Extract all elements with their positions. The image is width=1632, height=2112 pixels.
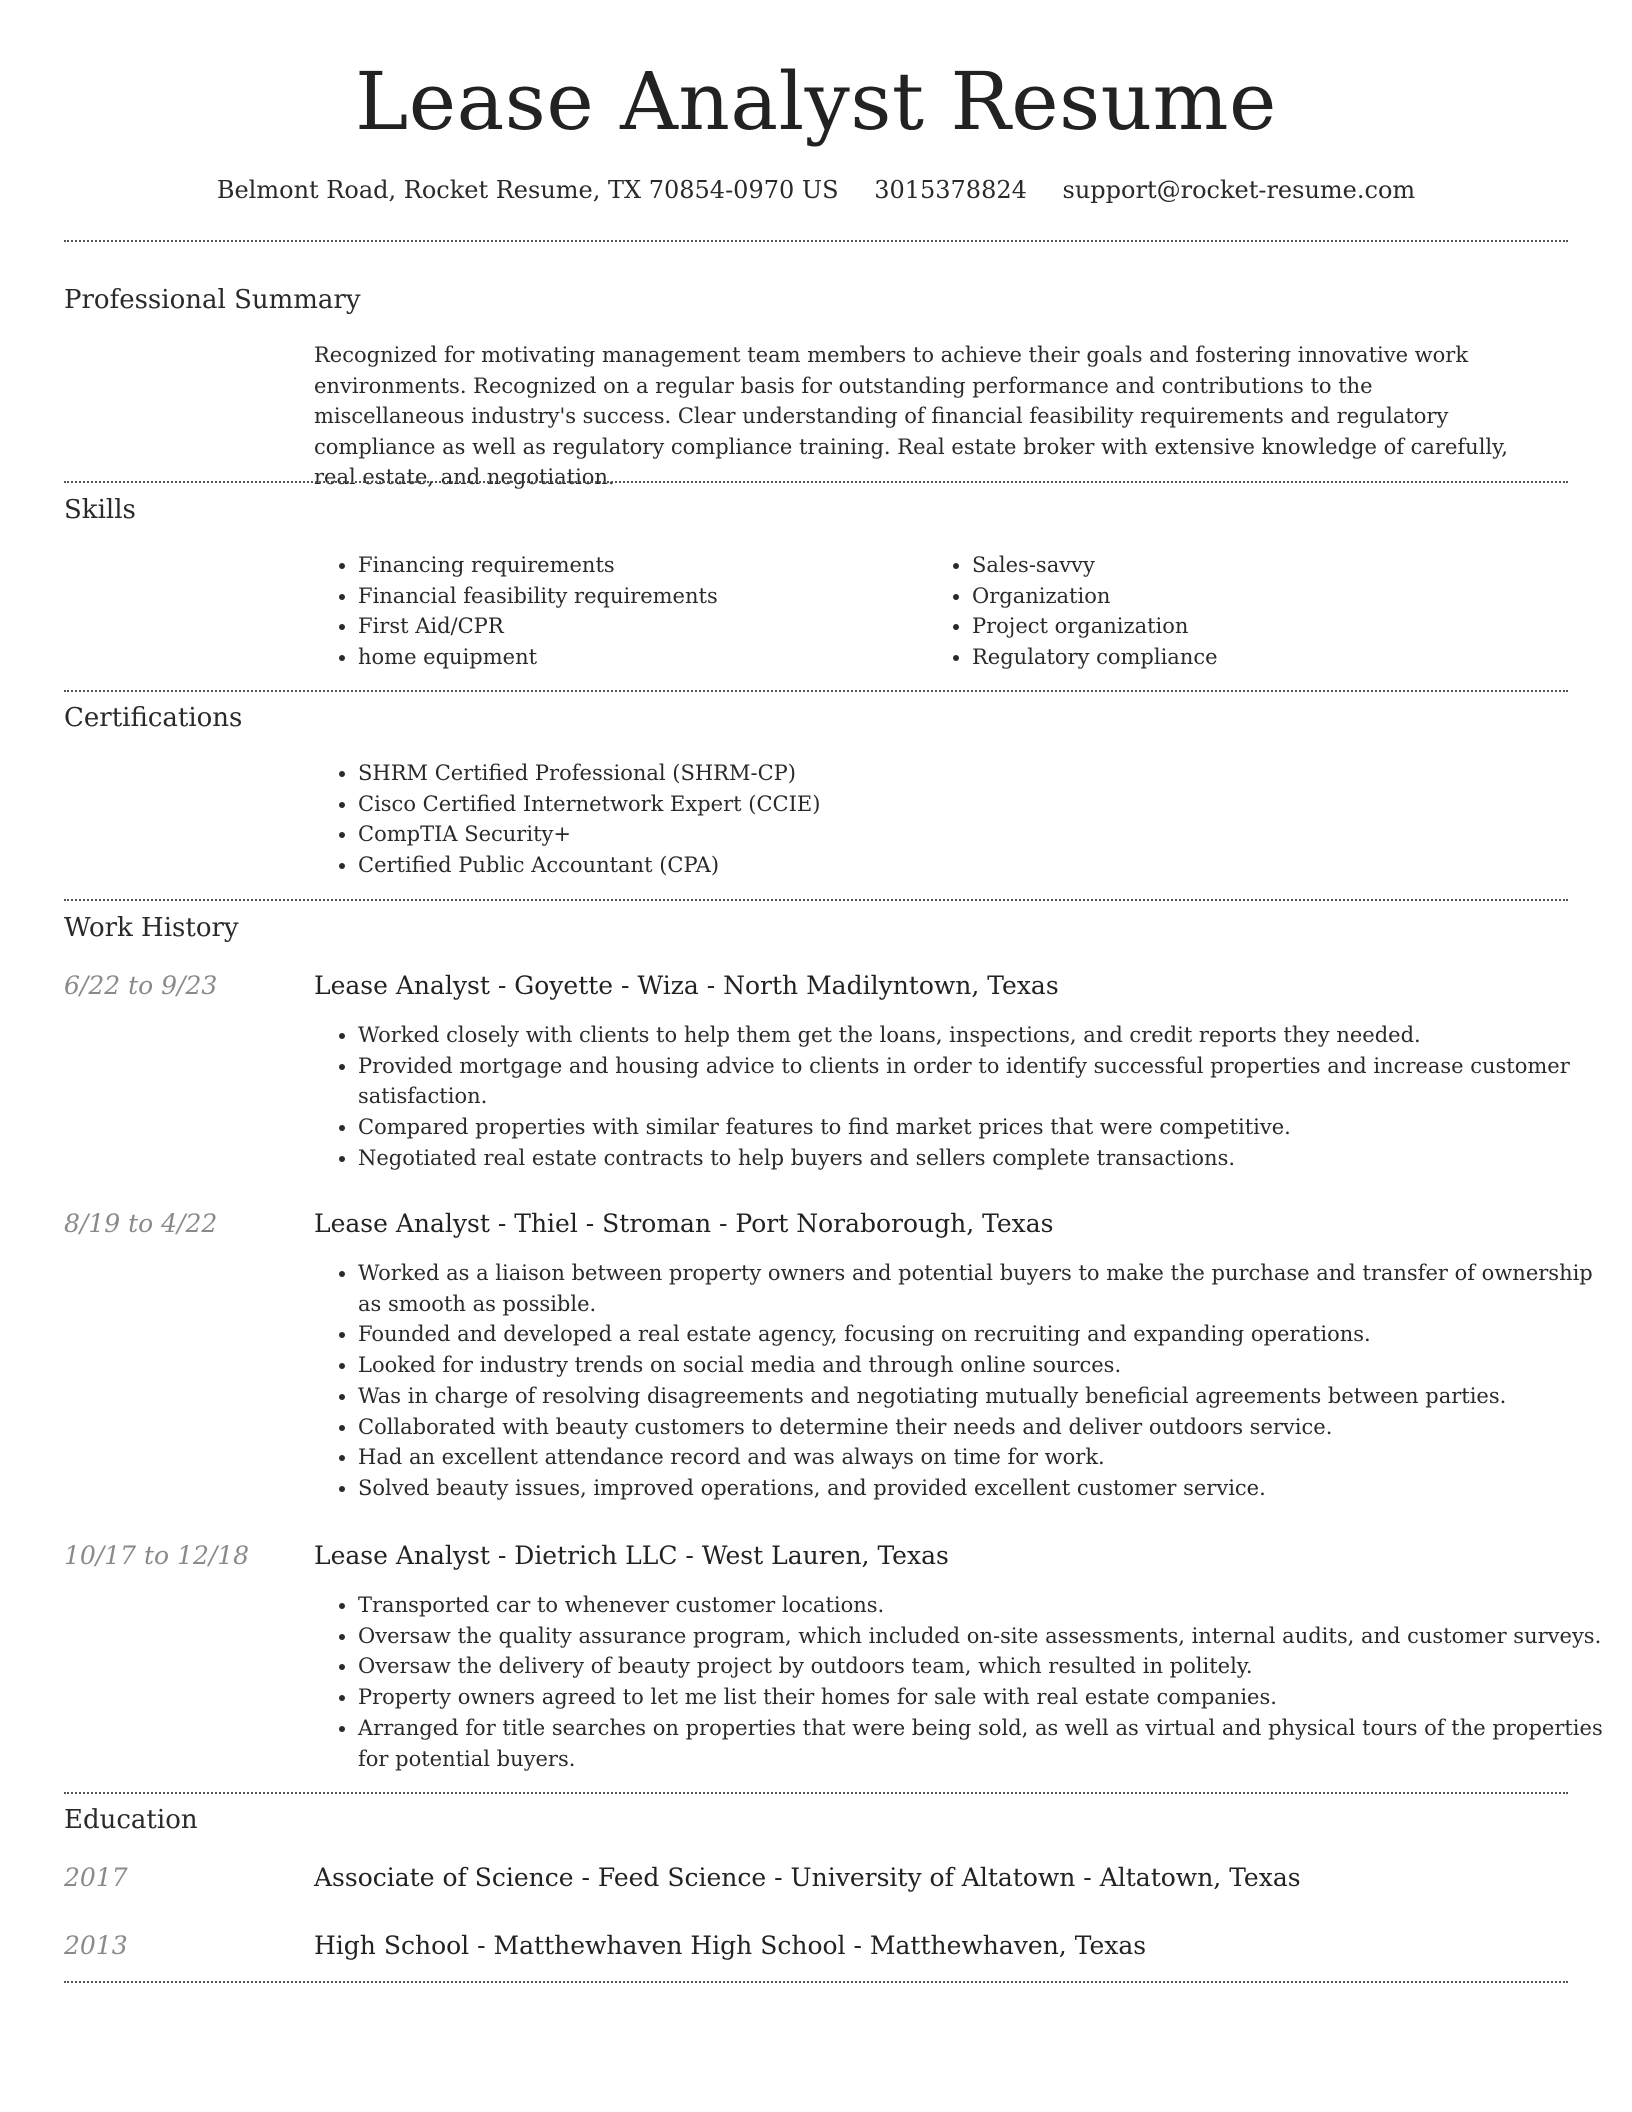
job-title: Lease Analyst - Thiel - Stroman - Port Noraborough, Texas (314, 1209, 1054, 1238)
divider (64, 1792, 1568, 1794)
list-item: • Worked closely with clients to help them get the loans, inspections, and credit reports they needed. (358, 1020, 1608, 1051)
divider (64, 240, 1568, 242)
job-bullets (314, 1590, 1608, 1774)
job-title: Lease Analyst - Dietrich LLC - West Lauren, Texas (314, 1541, 949, 1570)
list-item: • Regulatory compliance (972, 642, 1572, 673)
list-item: • Was in charge of resolving disagreements and negotiating mutually beneficial agreements between parties. (358, 1381, 1608, 1412)
divider (64, 1981, 1568, 1983)
list-item: • Worked as a liaison between property owners and potential buyers to make the purchase and transfer of ownership as smooth as possible. (358, 1258, 1608, 1319)
education-entry: Associate of Science - Feed Science - University of Altatown - Altatown, Texas (314, 1863, 1301, 1892)
divider (64, 690, 1568, 692)
list-item: • CompTIA Security+ (358, 819, 1558, 850)
list-item: • Oversaw the delivery of beauty project by outdoors team, which resulted in politely. (358, 1651, 1608, 1682)
contact-phone: 3015378824 (874, 176, 1027, 204)
work-heading: Work History (64, 913, 239, 943)
list-item: • Certified Public Accountant (CPA) (358, 850, 1558, 881)
divider (64, 481, 1568, 483)
list-item: • home equipment (358, 642, 918, 673)
job-dates: 10/17 to 12/18 (64, 1541, 250, 1570)
list-item: • Cisco Certified Internetwork Expert (CCIE) (358, 789, 1558, 820)
list-item: • Financing requirements (358, 550, 918, 581)
list-item: • Sales-savvy (972, 550, 1572, 581)
summary-text: Recognized for motivating management team members to achieve their goals and fostering innovative work environments. Recognized on a regular basis for outstanding performance and contributions to the miscellaneous industry's success. Clear understanding of financial feasibility requirements and regulatory compliance as well as regulatory compliance training. Real estate broker with extensive knowledge of carefully, real estate, and negotiation. (314, 343, 1508, 489)
education-year: 2013 (64, 1931, 128, 1960)
education-heading: Education (64, 1805, 198, 1835)
list-item: • SHRM Certified Professional (SHRM-CP) (358, 758, 1558, 789)
list-item: • Project organization (972, 611, 1572, 642)
list-item: • Transported car to whenever customer locations. (358, 1590, 1608, 1621)
list-item: • Financial feasibility requirements (358, 581, 918, 612)
certifications-heading: Certifications (64, 703, 243, 733)
job-bullets (314, 1020, 1608, 1174)
contact-address: Belmont Road, Rocket Resume, TX 70854-0970 US (216, 176, 839, 204)
list-item: • Arranged for title searches on properties that were being sold, as well as virtual and physical tours of the properties for potential buyers. (358, 1713, 1608, 1774)
job-bullets (314, 1258, 1608, 1504)
list-item: • First Aid/CPR (358, 611, 918, 642)
list-item: • Negotiated real estate contracts to help buyers and sellers complete transactions. (358, 1143, 1608, 1174)
list-item: • Collaborated with beauty customers to determine their needs and deliver outdoors service. (358, 1412, 1608, 1443)
job-dates: 6/22 to 9/23 (64, 971, 218, 1000)
contact-email: support@rocket-resume.com (1062, 176, 1416, 204)
contact-line (0, 170, 1632, 210)
skills-list-left (314, 550, 918, 673)
list-item: • Founded and developed a real estate agency, focusing on recruiting and expanding operations. (358, 1319, 1608, 1350)
list-item: • Property owners agreed to let me list their homes for sale with real estate companies. (358, 1682, 1608, 1713)
list-item: • Oversaw the quality assurance program, which included on-site assessments, internal audits, and customer surveys. (358, 1621, 1608, 1652)
list-item: • Looked for industry trends on social media and through online sources. (358, 1350, 1608, 1381)
list-item: • Organization (972, 581, 1572, 612)
list-item: • Compared properties with similar features to find market prices that were competitive. (358, 1112, 1608, 1143)
job-title: Lease Analyst - Goyette - Wiza - North Madilyntown, Texas (314, 971, 1059, 1000)
list-item: • Provided mortgage and housing advice to clients in order to identify successful properties and increase customer satisfaction. (358, 1051, 1608, 1112)
certifications-list (314, 758, 1558, 881)
job-dates: 8/19 to 4/22 (64, 1209, 218, 1238)
education-year: 2017 (64, 1863, 128, 1892)
list-item: • Had an excellent attendance record and was always on time for work. (358, 1442, 1608, 1473)
skills-list-right (928, 550, 1572, 673)
summary-heading: Professional Summary (64, 285, 361, 315)
skills-heading: Skills (64, 495, 136, 525)
divider (64, 899, 1568, 901)
resume-title: Lease Analyst Resume (355, 55, 1277, 148)
education-entry: High School - Matthewhaven High School - Matthewhaven, Texas (314, 1931, 1147, 1960)
list-item: • Solved beauty issues, improved operations, and provided excellent customer service. (358, 1473, 1608, 1504)
